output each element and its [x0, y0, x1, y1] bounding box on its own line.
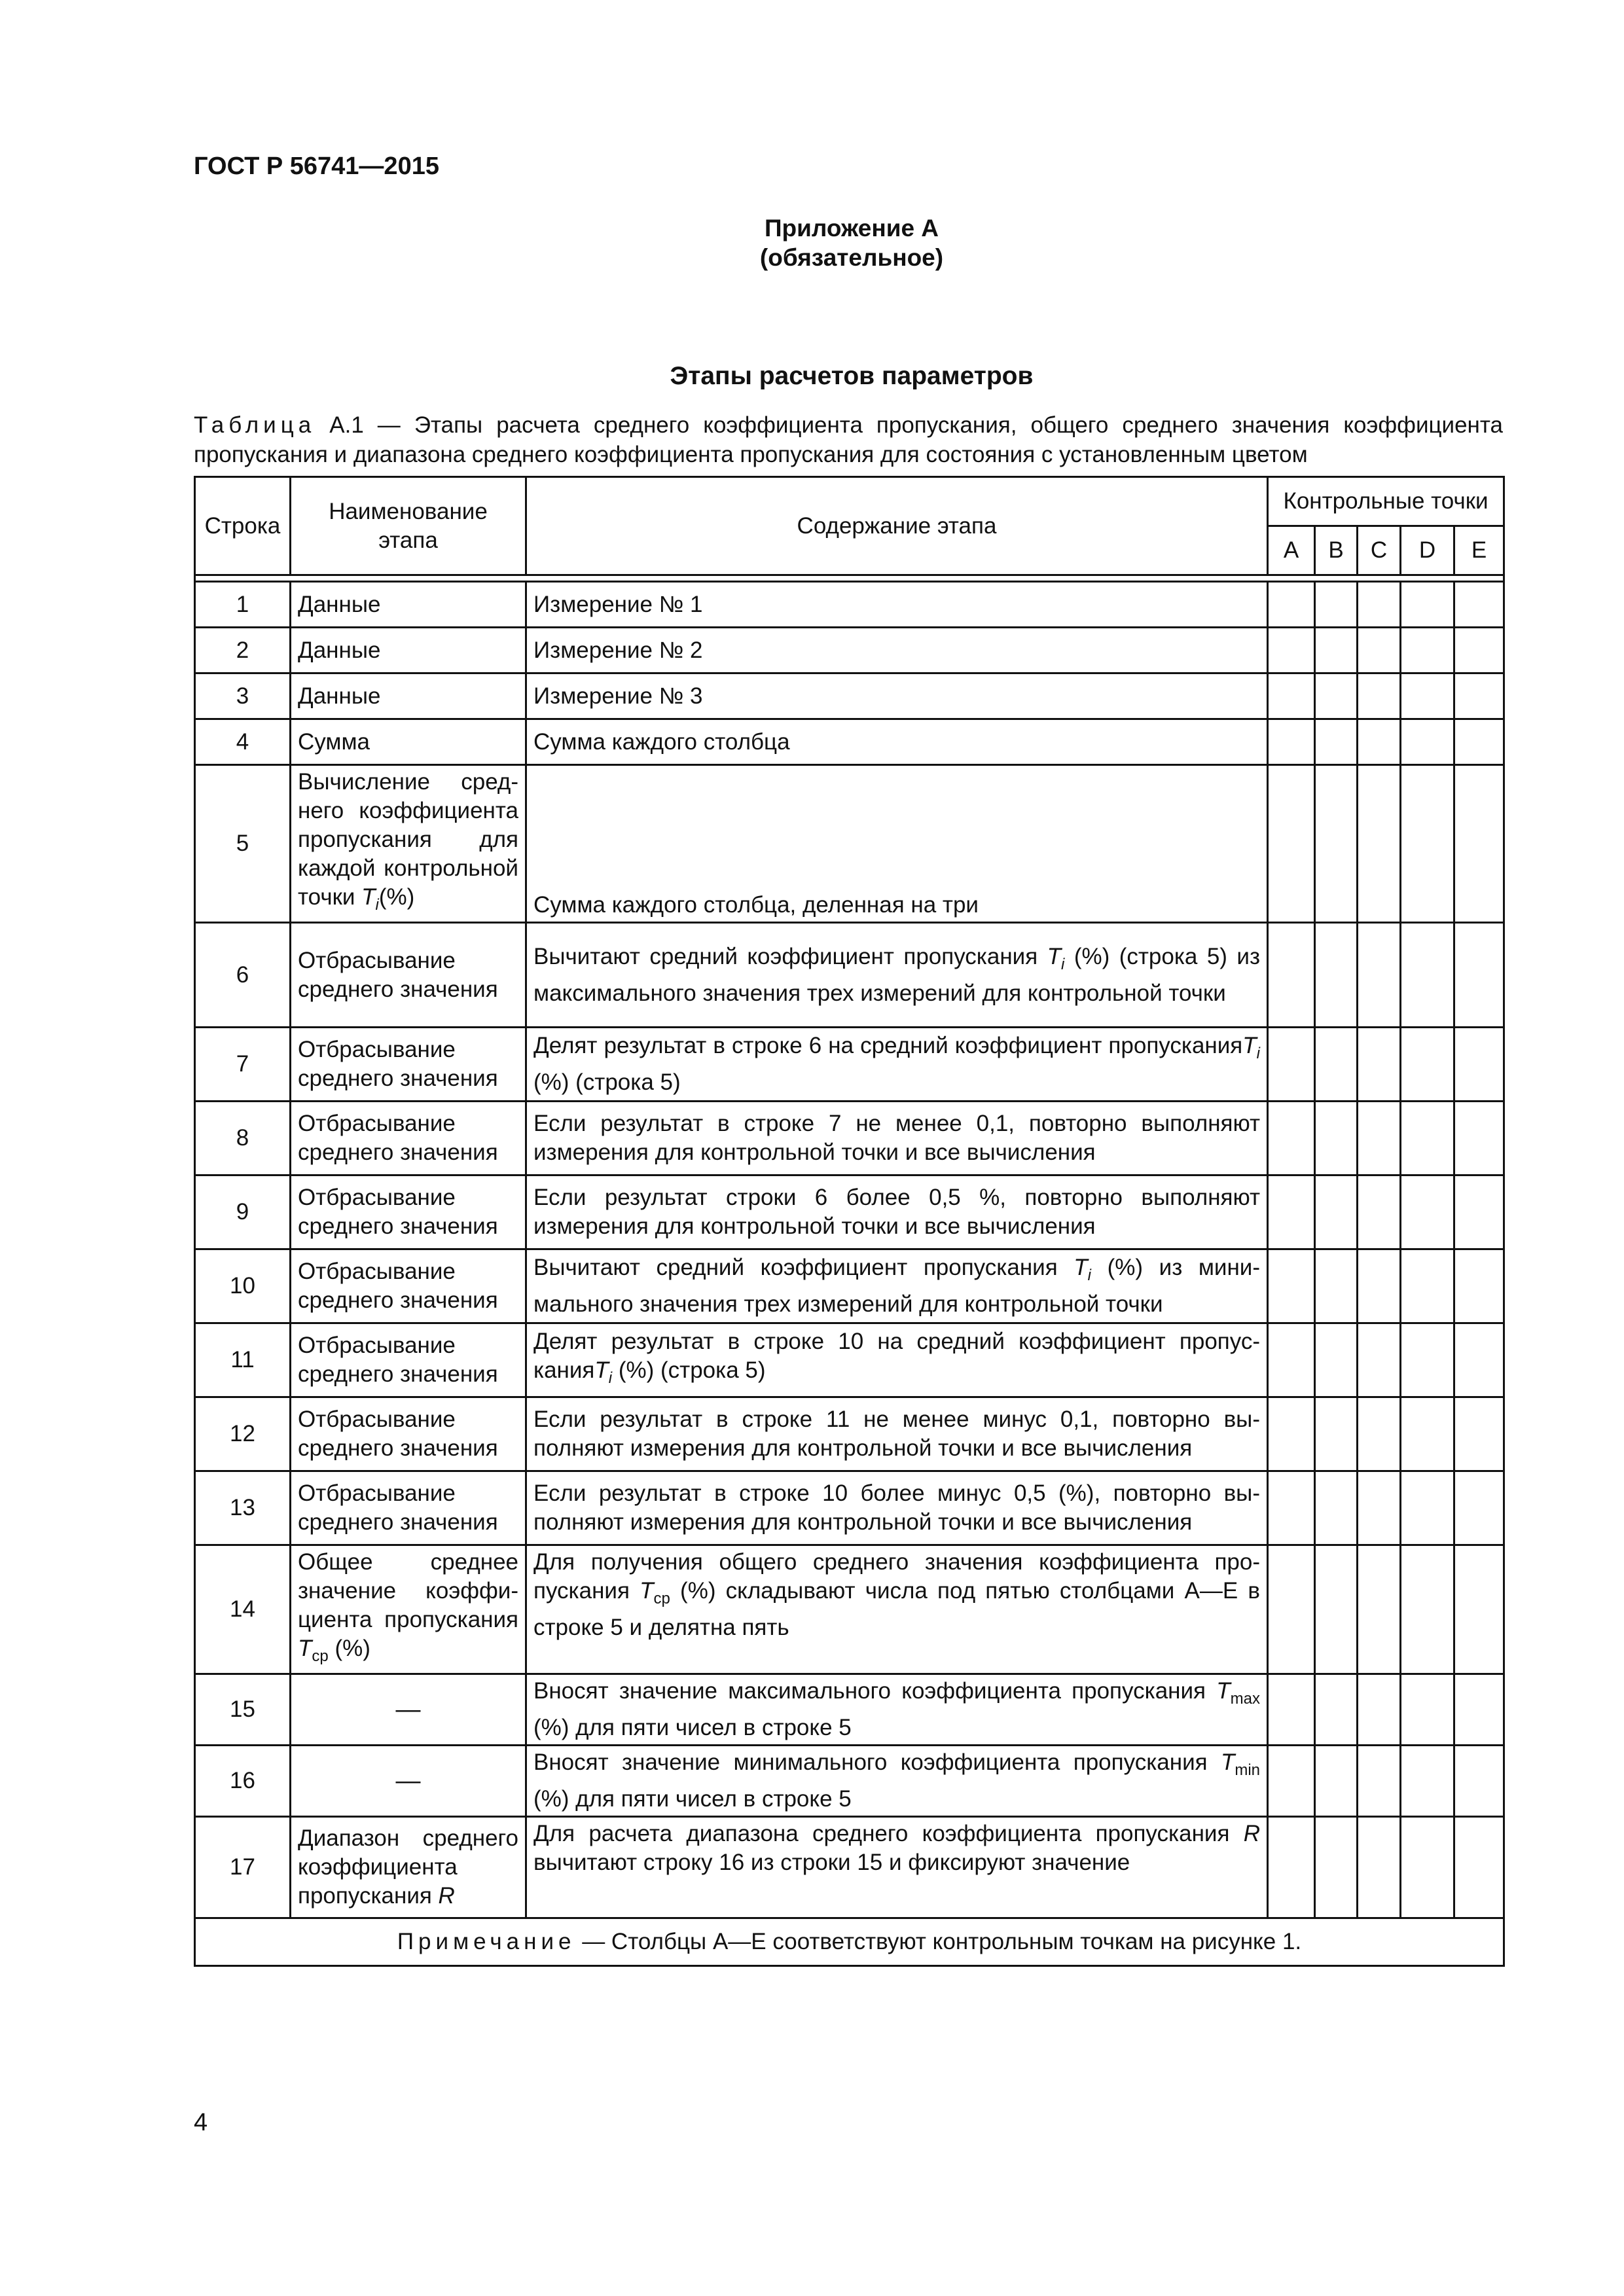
header-gap	[195, 575, 1504, 582]
table-row	[195, 1471, 1504, 1545]
stage-content: Измерение № 1	[526, 582, 1268, 628]
cell-a	[1268, 628, 1315, 673]
cell-e	[1454, 1746, 1504, 1817]
stage-name: Данные	[291, 582, 526, 628]
cell-c	[1358, 923, 1401, 1028]
header-point-c: C	[1358, 526, 1401, 575]
cell-a	[1268, 582, 1315, 628]
cell-b	[1315, 582, 1358, 628]
cell-d	[1401, 673, 1454, 719]
header-point-e: E	[1454, 526, 1504, 575]
header-control-points: Контрольные точки	[1268, 477, 1504, 526]
row-number: 15	[195, 1674, 291, 1746]
stage-content: Измерение № 2	[526, 628, 1268, 673]
stage-name: Отбрасывание среднего значения	[291, 1249, 526, 1323]
stage-content: Если результат в строке 11 не менее минус 0,1, повторно выполняют измерения для контрольной точки и все вычисления	[526, 1397, 1268, 1471]
cell-d	[1401, 1545, 1454, 1674]
cell-e	[1454, 1471, 1504, 1545]
row-number: 11	[195, 1323, 291, 1397]
row-number: 14	[195, 1545, 291, 1674]
cell-c	[1358, 1674, 1401, 1746]
cell-c	[1358, 628, 1401, 673]
cell-a	[1268, 1746, 1315, 1817]
row-number: 13	[195, 1471, 291, 1545]
cell-a	[1268, 1102, 1315, 1175]
annex-title: Приложение А	[764, 215, 939, 242]
table-row	[195, 628, 1504, 673]
section-title: Этапы расчетов параметров	[670, 362, 1034, 390]
row-number: 10	[195, 1249, 291, 1323]
table-row	[195, 765, 1504, 923]
table-row	[195, 1746, 1504, 1817]
cell-c	[1358, 1102, 1401, 1175]
header-row-number: Строка	[195, 477, 291, 575]
page-number: 4	[194, 2109, 208, 2136]
header-point-b: B	[1315, 526, 1358, 575]
stage-name: —	[291, 1674, 526, 1746]
row-number: 12	[195, 1397, 291, 1471]
stage-name: Общее среднее значение коэффициента пропускания $T_{ср}$ (%)	[291, 1545, 526, 1674]
cell-b	[1315, 1175, 1358, 1249]
table-caption	[194, 410, 1503, 469]
cell-d	[1401, 628, 1454, 673]
stage-name: Отбрасывание среднего значения	[291, 1102, 526, 1175]
cell-c	[1358, 673, 1401, 719]
cell-b	[1315, 1471, 1358, 1545]
cell-a	[1268, 923, 1315, 1028]
cell-d	[1401, 1674, 1454, 1746]
stage-name: Отбрасывание среднего значения	[291, 1397, 526, 1471]
stage-name: Отбрасывание среднего значения	[291, 1323, 526, 1397]
cell-d	[1401, 1817, 1454, 1918]
cell-a	[1268, 1323, 1315, 1397]
stage-content: Если результат в строке 7 не менее 0,1, повторно выполняют измерения для контрольной точки и все вычисления	[526, 1102, 1268, 1175]
document-id: ГОСТ Р 56741—2015	[194, 152, 439, 180]
cell-e	[1454, 923, 1504, 1028]
cell-b	[1315, 1674, 1358, 1746]
note-label: Примечание	[397, 1929, 576, 1954]
stage-name: Отбрасывание среднего значения	[291, 1175, 526, 1249]
cell-b	[1315, 1545, 1358, 1674]
stage-name: Сумма	[291, 719, 526, 765]
cell-c	[1358, 1746, 1401, 1817]
table-row	[195, 1249, 1504, 1323]
cell-c	[1358, 1471, 1401, 1545]
cell-d	[1401, 1746, 1454, 1817]
annex-type: (обязательное)	[759, 244, 944, 271]
cell-c	[1358, 1175, 1401, 1249]
cell-c	[1358, 1397, 1401, 1471]
cell-d	[1401, 765, 1454, 923]
cell-d	[1401, 923, 1454, 1028]
note-text: — Столбцы А—Е соответствуют контрольным точкам на рисунке 1.	[575, 1929, 1302, 1954]
row-number: 3	[195, 673, 291, 719]
stage-name: Вычисление среднего коэффициента пропускания для каждой контрольной точки $T_i(\%)$	[291, 765, 526, 923]
cell-e	[1454, 673, 1504, 719]
stage-content: Делят результат в строке 10 на средний коэффициент пропусканияT$_i$ (%) (строка 5)	[526, 1323, 1268, 1397]
cell-b	[1315, 628, 1358, 673]
cell-a	[1268, 1175, 1315, 1249]
row-number: 17	[195, 1817, 291, 1918]
cell-b	[1315, 1323, 1358, 1397]
cell-b	[1315, 1028, 1358, 1102]
stage-content: Вычитают средний коэффициент пропускания $T_i$ (%) из минимального значения трех измерений для контрольной точки	[526, 1249, 1268, 1323]
cell-a	[1268, 1674, 1315, 1746]
stage-content: Вносят значение максимального коэффициента пропускания $T_{max}$ (%) для пяти чисел в строке 5	[526, 1674, 1268, 1746]
cell-d	[1401, 1175, 1454, 1249]
table-row	[195, 1397, 1504, 1471]
stage-content: Вычитают средний коэффициент пропускания $T_i$ (%) (строка 5) из максимального значения трех измерений для контрольной точки	[526, 923, 1268, 1028]
cell-e	[1454, 1102, 1504, 1175]
stage-content: Делят результат в строке 6 на средний коэффициент пропусканияT$_i$ (%) (строка 5)	[526, 1028, 1268, 1102]
cell-e	[1454, 1249, 1504, 1323]
table-row	[195, 1175, 1504, 1249]
cell-c	[1358, 1323, 1401, 1397]
header-row	[195, 477, 1504, 526]
cell-d	[1401, 1028, 1454, 1102]
cell-c	[1358, 1028, 1401, 1102]
table-row	[195, 1323, 1504, 1397]
cell-a	[1268, 765, 1315, 923]
stage-name: Диапазон среднего коэффициента пропускания R	[291, 1817, 526, 1918]
cell-c	[1358, 1545, 1401, 1674]
cell-b	[1315, 1249, 1358, 1323]
stage-name: Данные	[291, 673, 526, 719]
cell-c	[1358, 719, 1401, 765]
cell-c	[1358, 765, 1401, 923]
stage-content: Для расчета диапазона среднего коэффициента пропускания R вычитают строку 16 из строки 15 и фиксируют значение	[526, 1817, 1268, 1918]
cell-a	[1268, 1397, 1315, 1471]
cell-e	[1454, 765, 1504, 923]
stage-name: Данные	[291, 628, 526, 673]
table-row	[195, 1028, 1504, 1102]
table-row	[195, 1102, 1504, 1175]
cell-b	[1315, 719, 1358, 765]
cell-d	[1401, 1323, 1454, 1397]
stage-name: —	[291, 1746, 526, 1817]
cell-b	[1315, 1102, 1358, 1175]
cell-a	[1268, 673, 1315, 719]
table-row	[195, 582, 1504, 628]
stage-name: Отбрасывание среднего значения	[291, 1471, 526, 1545]
table-note	[195, 1918, 1504, 1966]
stage-name: Отбрасывание среднего значения	[291, 923, 526, 1028]
cell-e	[1454, 1545, 1504, 1674]
table-row	[195, 1674, 1504, 1746]
row-number: 4	[195, 719, 291, 765]
cell-a	[1268, 1249, 1315, 1323]
cell-c	[1358, 1249, 1401, 1323]
cell-d	[1401, 1471, 1454, 1545]
cell-d	[1401, 719, 1454, 765]
cell-d	[1401, 1249, 1454, 1323]
table-note-row	[195, 1918, 1504, 1966]
cell-c	[1358, 1817, 1401, 1918]
row-number: 9	[195, 1175, 291, 1249]
cell-e	[1454, 1028, 1504, 1102]
cell-c	[1358, 582, 1401, 628]
cell-a	[1268, 719, 1315, 765]
stage-content: Измерение № 3	[526, 673, 1268, 719]
cell-e	[1454, 582, 1504, 628]
cell-e	[1454, 719, 1504, 765]
cell-e	[1454, 1817, 1504, 1918]
row-number: 7	[195, 1028, 291, 1102]
table-row	[195, 1817, 1504, 1918]
row-number: 8	[195, 1102, 291, 1175]
header-stage-name: Наименование этапа	[291, 477, 526, 575]
table-row	[195, 719, 1504, 765]
stage-content: Сумма каждого столбца, деленная на три	[526, 765, 1268, 923]
cell-e	[1454, 628, 1504, 673]
cell-a	[1268, 1545, 1315, 1674]
stage-name: Отбрасывание среднего значения	[291, 1028, 526, 1102]
caption-label: Таблица	[194, 412, 316, 438]
stage-content: Если результат в строке 10 более минус 0,5 (%), повторно выполняют измерения для контрольной точки и все вычисления	[526, 1471, 1268, 1545]
cell-b	[1315, 765, 1358, 923]
cell-d	[1401, 1397, 1454, 1471]
header-point-d: D	[1401, 526, 1454, 575]
cell-a	[1268, 1471, 1315, 1545]
row-number: 2	[195, 628, 291, 673]
row-number: 16	[195, 1746, 291, 1817]
stage-content: Если результат строки 6 более 0,5 %, повторно выполняют измерения для контрольной точки и все вычисления	[526, 1175, 1268, 1249]
cell-a	[1268, 1028, 1315, 1102]
cell-b	[1315, 923, 1358, 1028]
row-number: 6	[195, 923, 291, 1028]
stage-content: Для получения общего среднего значения коэффициента пропускания $T_{ср}$ (%) складывают числа под пятью столбцами А—Е в строке 5 и делятна пять	[526, 1545, 1268, 1674]
cell-e	[1454, 1674, 1504, 1746]
table-row	[195, 1545, 1504, 1674]
cell-a	[1268, 1817, 1315, 1918]
cell-e	[1454, 1175, 1504, 1249]
cell-e	[1454, 1323, 1504, 1397]
header-point-a: A	[1268, 526, 1315, 575]
header-stage-content: Содержание этапа	[526, 477, 1268, 575]
table-row	[195, 673, 1504, 719]
calculation-stages-table	[194, 476, 1505, 1967]
stage-content: Сумма каждого столбца	[526, 719, 1268, 765]
cell-e	[1454, 1397, 1504, 1471]
cell-d	[1401, 582, 1454, 628]
caption-text: А.1 — Этапы расчета среднего коэффициента пропускания, общего среднего значения коэффициента пропускания и диапазона среднего коэффициента пропускания для состояния с установленным цветом	[194, 412, 1503, 467]
table-row	[195, 923, 1504, 1028]
cell-b	[1315, 1397, 1358, 1471]
cell-d	[1401, 1102, 1454, 1175]
cell-b	[1315, 1746, 1358, 1817]
row-number: 5	[195, 765, 291, 923]
cell-b	[1315, 673, 1358, 719]
row-number: 1	[195, 582, 291, 628]
stage-content: Вносят значение минимального коэффициента пропускания $T_{min}$ (%) для пяти чисел в строке 5	[526, 1746, 1268, 1817]
cell-b	[1315, 1817, 1358, 1918]
